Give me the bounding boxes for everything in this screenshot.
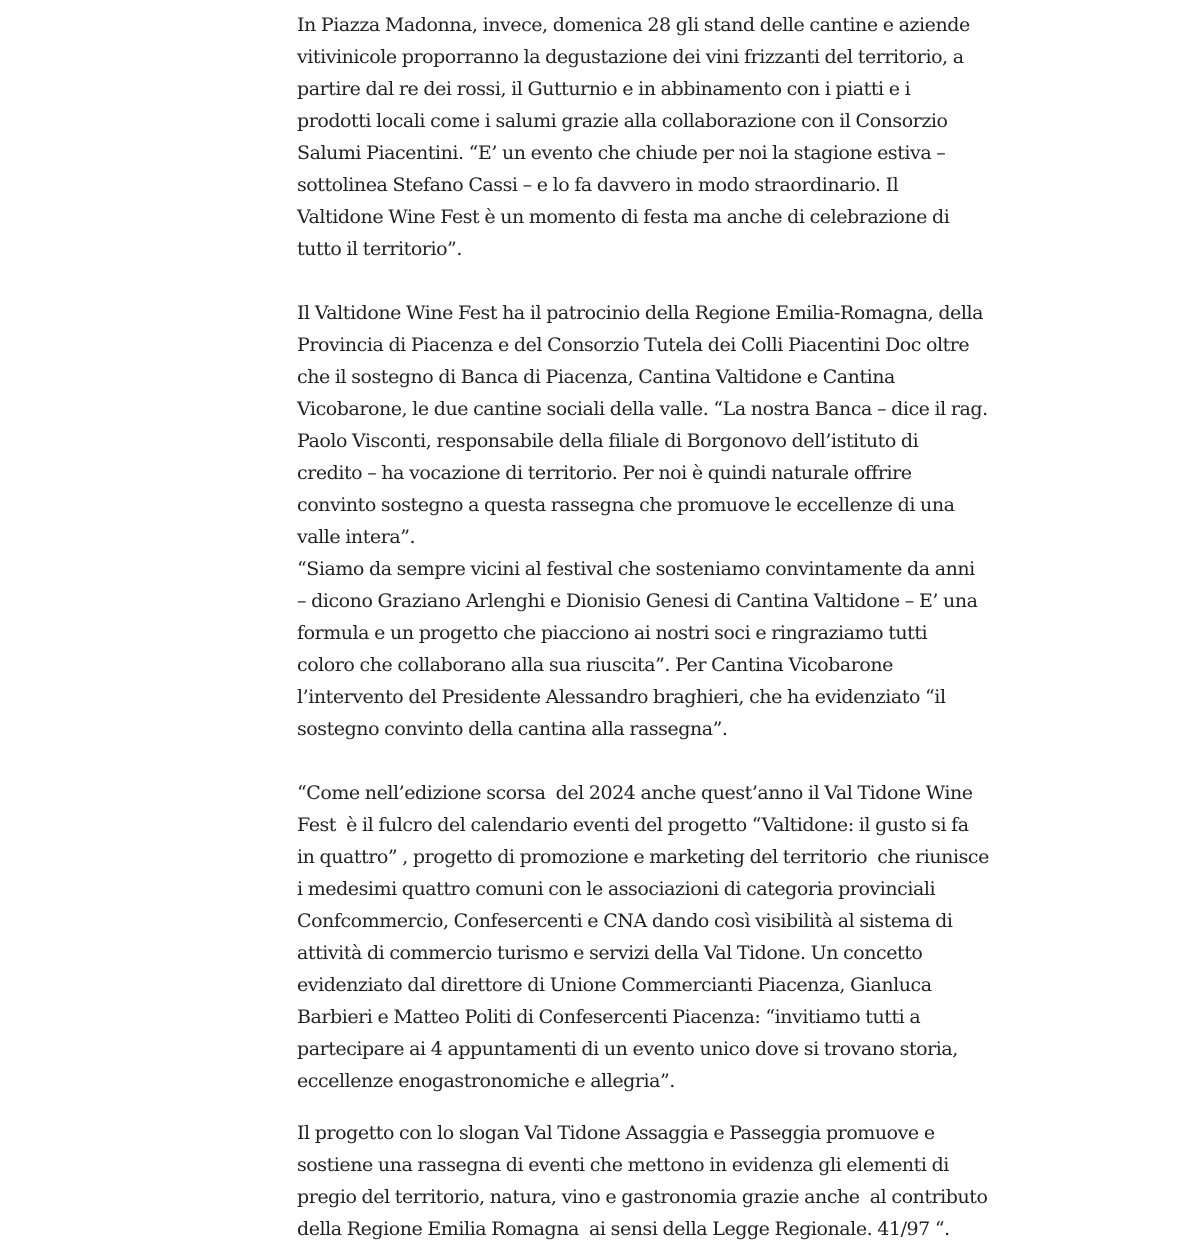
text-line: eccellenze enogastronomiche e allegria”. — [297, 1070, 675, 1092]
text-line: evidenziato dal direttore di Unione Commercianti Piacenza, Gianluca — [297, 974, 932, 996]
text-line: della Regione Emilia Romagna ai sensi della Legge Regionale. 41/97 “. — [297, 1218, 950, 1240]
text-line: coloro che collaborano alla sua riuscita”. Per Cantina Vicobarone — [297, 654, 893, 676]
text-line: attività di commercio turismo e servizi della Val Tidone. Un concetto — [297, 942, 923, 964]
text-line: Fest è il fulcro del calendario eventi del progetto “Valtidone: il gusto si fa — [297, 814, 969, 836]
paragraph-spacer — [297, 745, 977, 777]
paragraph-cantina-quote — [297, 553, 977, 745]
text-line: partire dal re dei rossi, il Gutturnio e in abbinamento con i piatti e i — [297, 78, 911, 100]
text-line: Valtidone Wine Fest è un momento di festa ma anche di celebrazione di — [297, 206, 950, 228]
text-line: sostiene una rassegna di eventi che mettono in evidenza gli elementi di — [297, 1154, 949, 1176]
text-line: tutto il territorio”. — [297, 238, 462, 260]
text-line: “Siamo da sempre vicini al festival che sosteniamo convintamente da anni — [297, 558, 975, 580]
text-line: Barbieri e Matteo Politi di Confesercenti Piacenza: “invitiamo tutti a — [297, 1006, 921, 1028]
paragraph-progetto — [297, 1117, 988, 1245]
text-line: “Come nell’edizione scorsa del 2024 anche quest’anno il Val Tidone Wine — [297, 782, 973, 804]
paragraph-spacer — [297, 265, 977, 297]
text-line: Il Valtidone Wine Fest ha il patrocinio della Regione Emilia-Romagna, della — [297, 302, 983, 324]
paragraph-edizione — [297, 777, 989, 1097]
text-line: formula e un progetto che piacciono ai nostri soci e ringraziamo tutti — [297, 622, 928, 644]
article-body — [297, 9, 989, 1245]
text-line: valle intera”. — [297, 526, 416, 548]
text-line: credito – ha vocazione di territorio. Per noi è quindi naturale offrire — [297, 462, 912, 484]
text-line: vitivinicole proporranno la degustazione dei vini frizzanti del territorio, a — [297, 46, 964, 68]
paragraph-spacer — [297, 1097, 977, 1117]
text-line: pregio del territorio, natura, vino e gastronomia grazie anche al contributo — [297, 1186, 988, 1208]
text-line: in quattro” , progetto di promozione e marketing del territorio che riunisce — [297, 846, 989, 868]
text-line: Salumi Piacentini. “E’ un evento che chiude per noi la stagione estiva – — [297, 142, 946, 164]
text-line: sottolinea Stefano Cassi – e lo fa davvero in modo straordinario. Il — [297, 174, 899, 196]
text-line: In Piazza Madonna, invece, domenica 28 gli stand delle cantine e aziende — [297, 14, 970, 36]
text-line: l’intervento del Presidente Alessandro braghieri, che ha evidenziato “il — [297, 686, 946, 708]
paragraph-patrocinio — [297, 297, 988, 553]
text-line: i medesimi quattro comuni con le associazioni di categoria provinciali — [297, 878, 936, 900]
text-line: Provincia di Piacenza e del Consorzio Tutela dei Colli Piacentini Doc oltre — [297, 334, 970, 356]
text-line: partecipare ai 4 appuntamenti di un evento unico dove si trovano storia, — [297, 1038, 958, 1060]
text-line: che il sostegno di Banca di Piacenza, Cantina Valtidone e Cantina — [297, 366, 895, 388]
text-line: sostegno convinto della cantina alla rassegna”. — [297, 718, 728, 740]
text-line: – dicono Graziano Arlenghi e Dionisio Genesi di Cantina Valtidone – E’ una — [297, 590, 978, 612]
text-line: prodotti locali come i salumi grazie alla collaborazione con il Consorzio — [297, 110, 948, 132]
text-line: convinto sostegno a questa rassegna che promuove le eccellenze di una — [297, 494, 955, 516]
text-line: Paolo Visconti, responsabile della filiale di Borgonovo dell’istituto di — [297, 430, 919, 452]
text-line: Il progetto con lo slogan Val Tidone Assaggia e Passeggia promuove e — [297, 1122, 935, 1144]
text-line: Vicobarone, le due cantine sociali della valle. “La nostra Banca – dice il rag. — [297, 398, 988, 420]
text-line: Confcommercio, Confesercenti e CNA dando così visibilità al sistema di — [297, 910, 953, 932]
paragraph-piazza-madonna — [297, 9, 977, 265]
